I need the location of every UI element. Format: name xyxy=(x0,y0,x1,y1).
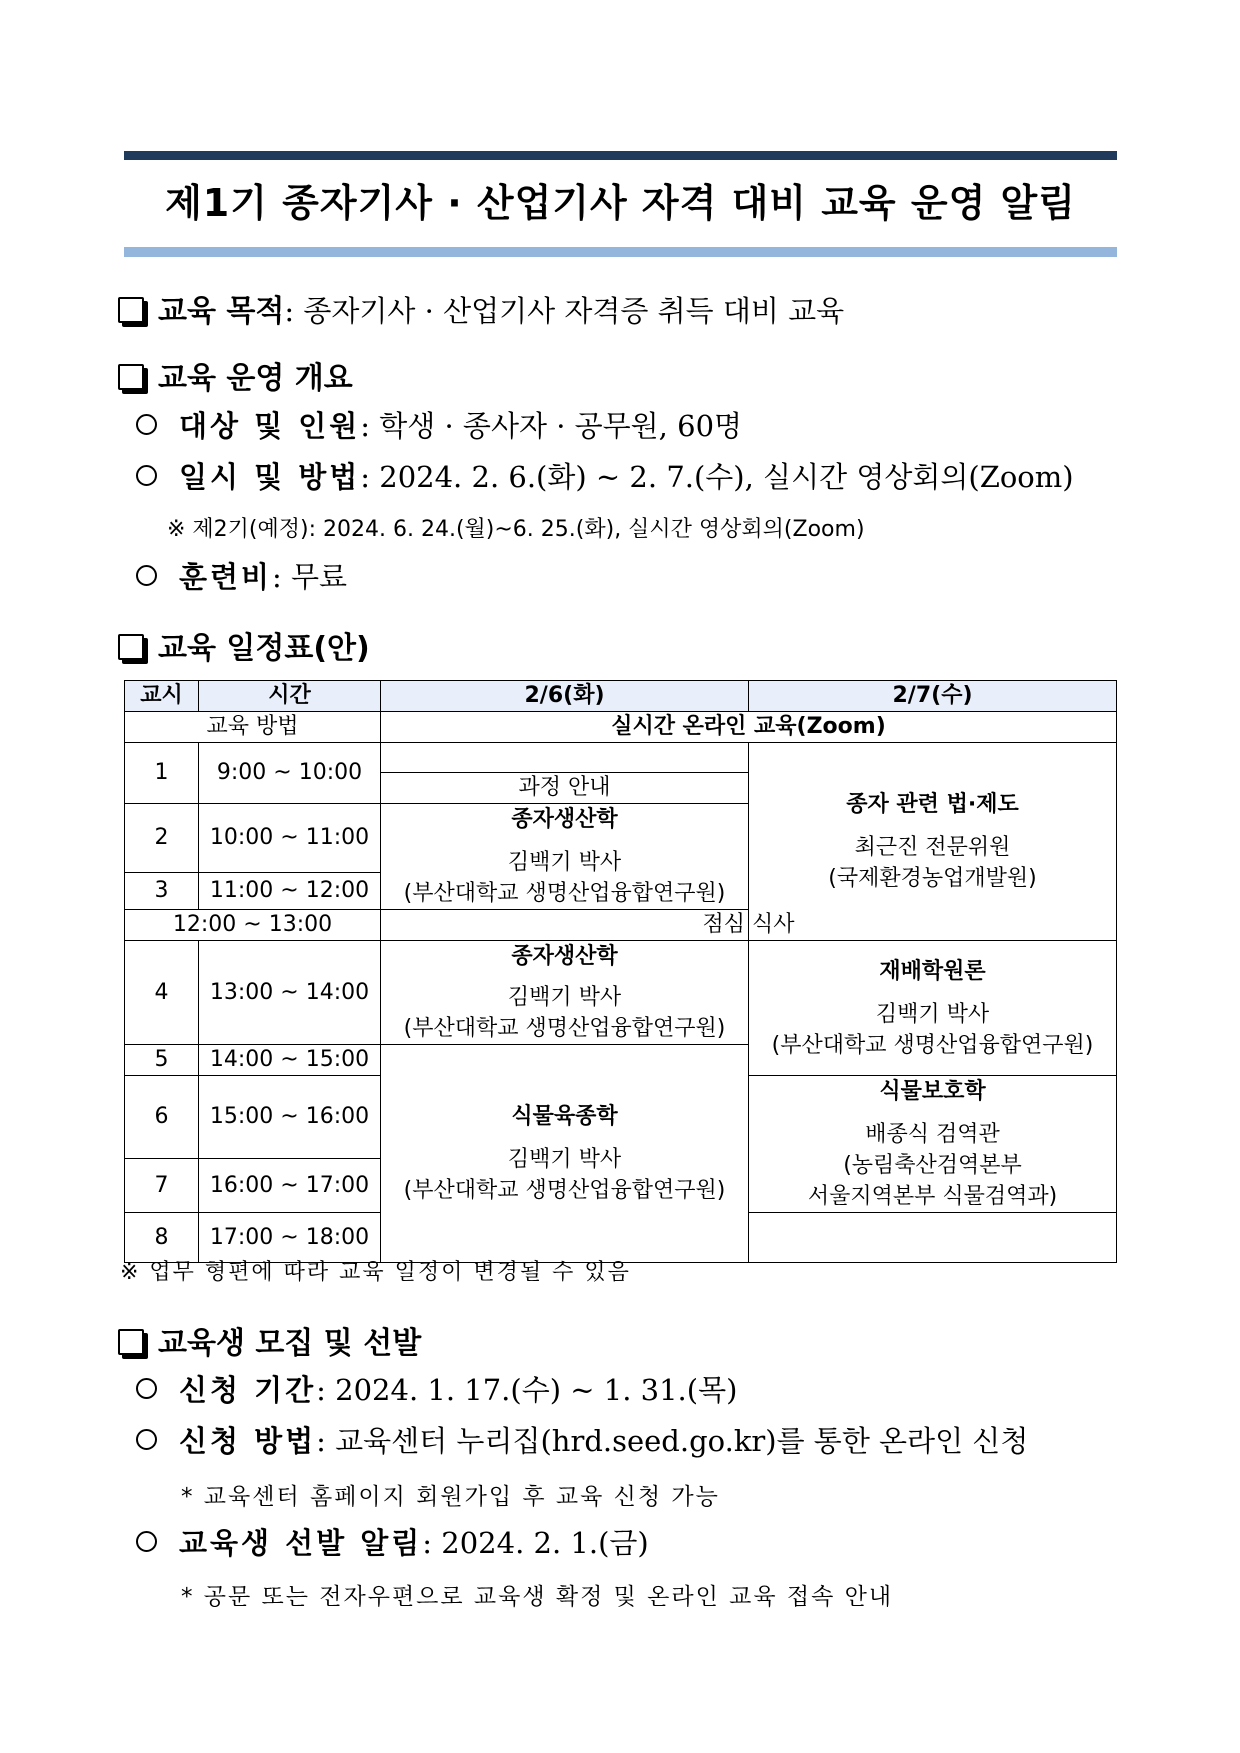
d2-pm2-cell xyxy=(749,1076,1117,1213)
method-note: * 교육센터 홈페이지 회원가입 후 교육 신청 가능 xyxy=(181,1484,720,1510)
item-period xyxy=(136,1368,737,1409)
header-period: 교시 xyxy=(125,681,199,712)
subject: 종자생산학 xyxy=(511,807,618,832)
d1-am-cell xyxy=(381,804,749,910)
title-bottom-bar xyxy=(124,247,1117,257)
section-timetable xyxy=(118,623,370,667)
empty-cell xyxy=(749,1213,1117,1263)
circle-bullet-icon xyxy=(136,565,157,586)
section-text: : 종자기사 · 산업기사 자격증 취득 대비 교육 xyxy=(284,294,845,328)
item-fee xyxy=(136,555,347,596)
section-label: 교육생 모집 및 선발 xyxy=(158,1326,422,1361)
section-label: 교육 목적 xyxy=(158,294,285,329)
schedule-table xyxy=(124,680,1117,1263)
checkbox-square-icon xyxy=(118,364,144,390)
period-cell: 4 xyxy=(125,941,199,1045)
lecturer: 김백기 박사 xyxy=(507,850,622,875)
organization: (국제환경농업개발원) xyxy=(828,866,1037,891)
circle-bullet-icon xyxy=(136,414,157,435)
circle-bullet-icon xyxy=(136,1531,157,1552)
item-label: 신청 방법 xyxy=(179,1424,317,1458)
item-method xyxy=(136,1419,1028,1460)
time-cell: 17:00 ~ 18:00 xyxy=(199,1213,381,1263)
title-top-bar xyxy=(124,151,1117,160)
intro-cell: 과정 안내 xyxy=(381,773,749,804)
period-cell: 2 xyxy=(125,804,199,873)
subject: 종자생산학 xyxy=(511,944,618,969)
table-row xyxy=(125,910,1117,941)
notice-note: * 공문 또는 전자우편으로 교육생 확정 및 온라인 교육 접속 안내 xyxy=(181,1584,894,1610)
item-text: : 2024. 1. 17.(수) ~ 1. 31.(목) xyxy=(316,1373,738,1407)
lunch-time-cell: 12:00 ~ 13:00 xyxy=(125,910,381,941)
time-cell: 15:00 ~ 16:00 xyxy=(199,1076,381,1159)
header-day1: 2/6(화) xyxy=(381,681,749,712)
checkbox-square-icon xyxy=(118,634,144,660)
time-cell: 11:00 ~ 12:00 xyxy=(199,872,381,909)
subject: 재배학원론 xyxy=(879,958,986,984)
circle-bullet-icon xyxy=(136,465,157,486)
time-cell: 10:00 ~ 11:00 xyxy=(199,804,381,873)
method-value: 실시간 온라인 교육(Zoom) xyxy=(381,712,1117,743)
item-label: 신청 기간 xyxy=(179,1373,317,1407)
organization: (부산대학교 생명산업융합연구원) xyxy=(771,1032,1094,1058)
table-row xyxy=(125,941,1117,1045)
checkbox-square-icon xyxy=(118,1329,144,1355)
period-cell: 7 xyxy=(125,1159,199,1213)
section-recruit xyxy=(118,1318,421,1362)
subject: 종자 관련 법·제도 xyxy=(846,792,1019,817)
header-time: 시간 xyxy=(199,681,381,712)
lecturer: 김백기 박사 xyxy=(507,1147,622,1172)
period-cell: 5 xyxy=(125,1045,199,1076)
time-cell: 14:00 ~ 15:00 xyxy=(199,1045,381,1076)
lecturer: 배종식 검역관 xyxy=(865,1122,1000,1147)
organization: 서울지역본부 식물검역과) xyxy=(807,1184,1058,1209)
organization: (부산대학교 생명산업융합연구원) xyxy=(403,1016,726,1041)
item-text: : 2024. 2. 1.(금) xyxy=(422,1526,649,1560)
time-cell: 9:00 ~ 10:00 xyxy=(199,743,381,804)
table-footnote: ※ 업무 형편에 따라 교육 일정이 변경될 수 있음 xyxy=(120,1260,631,1285)
section-label: 교육 운영 개요 xyxy=(158,361,353,396)
section-purpose xyxy=(118,286,844,330)
item-label: 교육생 선발 알림 xyxy=(179,1526,423,1560)
item-notice xyxy=(136,1521,649,1562)
checkbox-square-icon xyxy=(118,297,144,323)
section-overview xyxy=(118,353,353,397)
lunch-label-cell: 점심 식사 xyxy=(381,910,1117,941)
item-target xyxy=(136,404,742,445)
item-text: : 교육센터 누리집(hrd.seed.go.kr)를 통한 온라인 신청 xyxy=(316,1424,1029,1458)
d2-pm1-cell xyxy=(749,941,1117,1076)
header-day2: 2/7(수) xyxy=(749,681,1117,712)
item-label: 일시 및 방법 xyxy=(179,460,361,494)
period-cell: 3 xyxy=(125,872,199,909)
method-label: 교육 방법 xyxy=(125,712,381,743)
organization: (부산대학교 생명산업융합연구원) xyxy=(403,1178,726,1203)
section-label: 교육 일정표(안) xyxy=(158,631,370,666)
item-text: : 2024. 2. 6.(화) ~ 2. 7.(수), 실시간 영상회의(Zoom) xyxy=(360,460,1074,494)
lecturer: 최근진 전문위원 xyxy=(854,835,1011,860)
item-schedule xyxy=(136,455,1074,496)
subject: 식물보호학 xyxy=(879,1079,986,1104)
circle-bullet-icon xyxy=(136,1429,157,1450)
table-row xyxy=(125,743,1117,773)
table-header-row xyxy=(125,681,1117,712)
time-cell: 13:00 ~ 14:00 xyxy=(199,941,381,1045)
table-row xyxy=(125,712,1117,743)
empty-cell xyxy=(381,743,749,773)
d1-pm2-cell xyxy=(381,1045,749,1263)
lecturer: 김백기 박사 xyxy=(875,1001,990,1027)
item-text: : 학생 · 종사자 · 공무원, 60명 xyxy=(360,409,743,443)
organization: (부산대학교 생명산업융합연구원) xyxy=(403,881,726,906)
circle-bullet-icon xyxy=(136,1378,157,1399)
lecturer: 김백기 박사 xyxy=(507,985,622,1010)
schedule-note: ※ 제2기(예정): 2024. 6. 24.(월)~6. 25.(화), 실시간 영상회의(Zoom) xyxy=(167,517,865,542)
d1-pm1-cell xyxy=(381,941,749,1045)
item-label: 대상 및 인원 xyxy=(179,409,361,443)
item-text: : 무료 xyxy=(272,560,348,594)
organization: (농림축산검역본부 xyxy=(843,1153,1022,1178)
period-cell: 8 xyxy=(125,1213,199,1263)
period-cell: 1 xyxy=(125,743,199,804)
item-label: 훈련비 xyxy=(179,560,273,594)
page-title: 제1기 종자기사 · 산업기사 자격 대비 교육 운영 알림 xyxy=(165,181,1076,225)
time-cell: 16:00 ~ 17:00 xyxy=(199,1159,381,1213)
period-cell: 6 xyxy=(125,1076,199,1159)
subject: 식물육종학 xyxy=(511,1104,618,1129)
